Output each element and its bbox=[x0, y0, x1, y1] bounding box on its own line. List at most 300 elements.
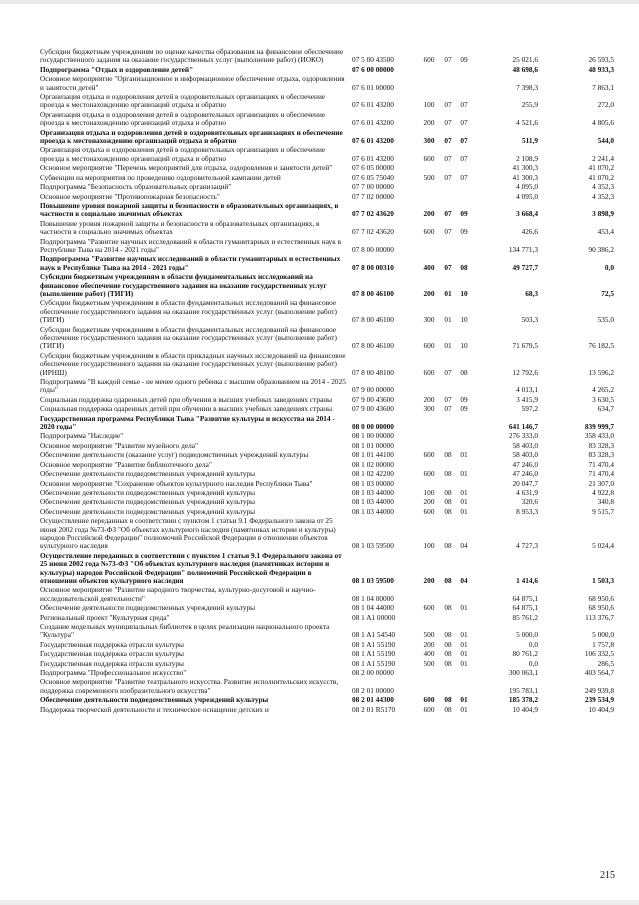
table-row bbox=[40, 706, 614, 714]
row-amount-2: 90 386,2 bbox=[588, 244, 614, 254]
row-amount-2: 544,0 bbox=[597, 136, 614, 146]
row-amount-1: 7 398,3 bbox=[516, 82, 538, 92]
row-name: Основное мероприятие "Организационное и информационное обеспечение отдыха, оздоровления и занятости детей" bbox=[40, 74, 345, 92]
table-row bbox=[40, 451, 614, 459]
table-row bbox=[40, 326, 614, 351]
row-subsection: 01 bbox=[460, 487, 468, 497]
table-row bbox=[40, 660, 614, 668]
row-amount-1: 5 000,0 bbox=[516, 630, 538, 640]
row-expense-type: 500 bbox=[423, 172, 435, 182]
row-amount-1: 71 679,5 bbox=[512, 341, 538, 351]
row-amount-1: 4 521,6 bbox=[516, 118, 538, 128]
row-amount-1: 47 246,0 bbox=[512, 469, 538, 479]
row-amount-2: 76 182,5 bbox=[588, 341, 614, 351]
row-amount-1: 58 403,0 bbox=[512, 450, 538, 460]
row-name: Поддержка творческой деятельности и техническое оснащение детских и bbox=[40, 704, 269, 714]
row-code: 07 6 05 00000 bbox=[352, 163, 394, 173]
row-name: Обеспечение деятельности подведомственных учреждений культуры bbox=[40, 506, 256, 516]
row-subsection: 09 bbox=[460, 394, 468, 404]
row-amount-1: 64 875,1 bbox=[512, 593, 538, 603]
row-name: Государственная поддержка отрасли культуры bbox=[40, 658, 184, 668]
table-row bbox=[40, 586, 614, 603]
row-amount-2: 41 070,2 bbox=[588, 163, 614, 173]
row-section: 01 bbox=[444, 341, 452, 351]
row-expense-type: 100 bbox=[423, 487, 435, 497]
row-expense-type: 200 bbox=[423, 394, 435, 404]
row-amount-2: 286,5 bbox=[597, 658, 614, 668]
row-expense-type: 400 bbox=[423, 262, 435, 272]
table-row bbox=[40, 238, 614, 255]
row-amount-1: 4 095,0 bbox=[516, 191, 538, 201]
row-code: 08 1 01 00000 bbox=[352, 440, 394, 450]
row-subsection: 08 bbox=[460, 367, 468, 377]
row-code: 07 8 00 46100 bbox=[352, 341, 394, 351]
row-name: Подпрограмма "Развитие научных исследований в области гуманитарных и естественных наук в Республике Тыва на 2014 - 2021 годы" bbox=[40, 236, 342, 254]
row-code: 08 1 03 00000 bbox=[352, 478, 394, 488]
row-amount-1: 48 698,6 bbox=[512, 64, 538, 74]
table-row bbox=[40, 378, 614, 395]
row-code: 08 1 04 44000 bbox=[352, 603, 394, 613]
row-code: 07 8 00 00000 bbox=[352, 244, 394, 254]
row-subsection: 01 bbox=[460, 658, 468, 668]
row-expense-type: 600 bbox=[423, 704, 435, 714]
row-section: 07 bbox=[444, 262, 452, 272]
row-amount-2: 83 328,3 bbox=[588, 450, 614, 460]
row-name: Организация отдыха и оздоровления детей в оздоровительных организациях и обеспечение проезда к местонахождению организаций отдыха и обратно bbox=[40, 145, 326, 163]
row-name: Субвенции на мероприятия по проведению оздоровительной кампании детей bbox=[40, 172, 281, 182]
row-code: 07 6 00 00000 bbox=[352, 64, 394, 74]
row-amount-2: 0,0 bbox=[604, 262, 614, 272]
row-amount-2: 83 328,3 bbox=[588, 440, 614, 450]
row-section: 08 bbox=[444, 487, 452, 497]
row-expense-type: 100 bbox=[423, 541, 435, 551]
row-name: Основное мероприятие "Развитие народного творчества, культурно-досуговой и научно-исследовательской деятельности" bbox=[40, 585, 316, 603]
row-amount-1: 64 875,1 bbox=[512, 603, 538, 613]
row-amount-2: 272,0 bbox=[597, 100, 614, 110]
row-amount-2: 358 433,0 bbox=[584, 431, 614, 441]
row-name: Обеспечение деятельности подведомственных учреждений культуры bbox=[40, 603, 256, 613]
row-expense-type: 600 bbox=[423, 603, 435, 613]
table-row bbox=[40, 48, 614, 65]
row-amount-1: 25 021,6 bbox=[512, 55, 538, 65]
row-amount-1: 185 378,2 bbox=[508, 695, 538, 705]
table-row bbox=[40, 498, 614, 506]
row-amount-2: 7 863,1 bbox=[592, 82, 614, 92]
budget-table bbox=[40, 48, 614, 714]
table-row bbox=[40, 604, 614, 612]
row-amount-2: 1 503,3 bbox=[592, 575, 614, 585]
row-subsection: 01 bbox=[460, 704, 468, 714]
row-section: 08 bbox=[444, 639, 452, 649]
row-section: 07 bbox=[444, 118, 452, 128]
row-code: 07 6 01 43200 bbox=[352, 136, 394, 146]
row-amount-1: 1 414,6 bbox=[516, 575, 538, 585]
row-name: Подпрограмма "Развитие научных исследований в области гуманитарных и естественных наук в Республике Тыва на 2014 - 2021 годы" bbox=[40, 254, 341, 272]
row-name: Организация отдыха и оздоровления детей в оздоровительных организациях и обеспечение проезда к местонахождению организаций отдыха и обратно bbox=[40, 92, 326, 110]
row-amount-2: 41 070,2 bbox=[588, 172, 614, 182]
row-subsection: 04 bbox=[460, 541, 468, 551]
row-code: 07 7 02 00000 bbox=[352, 191, 394, 201]
row-amount-1: 49 727,7 bbox=[512, 262, 538, 272]
row-name: Обеспечение деятельности (оказание услуг) подведомственных учреждений культуры bbox=[40, 450, 309, 460]
row-name: Подпрограмма "Безопасность образовательных организаций" bbox=[40, 182, 232, 192]
row-expense-type: 600 bbox=[423, 695, 435, 705]
row-subsection: 07 bbox=[460, 100, 468, 110]
table-row bbox=[40, 93, 614, 110]
scan-edge-top bbox=[0, 0, 639, 4]
table-row bbox=[40, 164, 614, 172]
scan-edge-bottom bbox=[0, 900, 639, 905]
table-row bbox=[40, 432, 614, 440]
row-expense-type: 500 bbox=[423, 658, 435, 668]
row-code: 08 1 A1 00000 bbox=[352, 612, 396, 622]
row-amount-1: 12 792,6 bbox=[512, 367, 538, 377]
row-name: Организация отдыха и оздоровления детей в оздоровительных организациях и обеспечение проезда к местонахождению организаций отдыха и обратно bbox=[40, 109, 326, 128]
table-row bbox=[40, 461, 614, 469]
row-section: 08 bbox=[444, 695, 452, 705]
row-amount-1: 4 095,0 bbox=[516, 182, 538, 192]
row-code: 07 6 05 75040 bbox=[352, 172, 394, 182]
row-name: Субсидии бюджетным учреждениям по оценке качества образования на финансовое обеспечение государственного задания на оказание государственных услуг (выполнение работ) (ИОКО) bbox=[40, 47, 344, 65]
row-amount-2: 71 470,4 bbox=[588, 469, 614, 479]
table-row bbox=[40, 299, 614, 324]
row-code: 07 6 01 43200 bbox=[352, 100, 394, 110]
row-code: 07 8 00 46100 bbox=[352, 315, 394, 325]
row-amount-1: 85 761,2 bbox=[512, 612, 538, 622]
row-amount-1: 503,3 bbox=[521, 315, 538, 325]
row-amount-2: 68 950,6 bbox=[588, 603, 614, 613]
row-amount-2: 9 515,7 bbox=[592, 506, 614, 516]
row-code: 08 1 03 44000 bbox=[352, 497, 394, 507]
row-amount-2: 453,4 bbox=[597, 227, 614, 237]
row-name: Субсидии бюджетным учреждениям в области фундаментальных исследований на финансовое обеспечение государственного задания на оказание государственных услуг (выполнение работ) (ТИГИ) bbox=[40, 272, 327, 298]
row-amount-2: 113 376,7 bbox=[585, 612, 614, 622]
row-amount-1: 0,0 bbox=[528, 639, 538, 649]
row-name: Основное мероприятие "Перечень мероприятий для отдыха, оздоровления и занятости детей" bbox=[40, 163, 333, 173]
row-code: 07 9 00 43600 bbox=[352, 394, 394, 404]
row-subsection: 10 bbox=[460, 341, 468, 351]
row-subsection: 10 bbox=[460, 315, 468, 325]
row-subsection: 01 bbox=[460, 639, 468, 649]
row-amount-1: 20 047,7 bbox=[512, 478, 538, 488]
row-section: 01 bbox=[444, 288, 452, 298]
row-name: Социальная поддержка одаренных детей при обучении в высших учебных заведениях страны bbox=[40, 404, 333, 414]
row-amount-1: 426,6 bbox=[521, 227, 538, 237]
row-amount-2: 2 241,4 bbox=[592, 153, 614, 163]
row-code: 07 8 00 46100 bbox=[352, 288, 394, 298]
row-amount-1: 320,6 bbox=[521, 497, 538, 507]
table-row bbox=[40, 517, 614, 551]
row-amount-2: 4 352,3 bbox=[592, 191, 614, 201]
table-row bbox=[40, 202, 614, 219]
row-expense-type: 200 bbox=[423, 288, 435, 298]
row-amount-1: 511,9 bbox=[521, 136, 538, 146]
row-code: 08 1 03 59500 bbox=[352, 575, 394, 585]
row-code: 07 7 02 43620 bbox=[352, 227, 394, 237]
row-subsection: 01 bbox=[460, 450, 468, 460]
row-expense-type: 200 bbox=[423, 118, 435, 128]
row-subsection: 07 bbox=[460, 153, 468, 163]
row-name: Повышение уровня пожарной защиты и безопасности в образовательных организациях, в частности в социально значимых объектах bbox=[40, 200, 339, 219]
table-row bbox=[40, 396, 614, 404]
row-subsection: 01 bbox=[460, 649, 468, 659]
row-expense-type: 100 bbox=[423, 100, 435, 110]
row-code: 07 9 00 43600 bbox=[352, 404, 394, 414]
row-section: 08 bbox=[444, 575, 452, 585]
row-amount-1: 41 300,3 bbox=[512, 172, 538, 182]
row-section: 08 bbox=[444, 658, 452, 668]
row-amount-1: 68,3 bbox=[525, 288, 538, 298]
row-expense-type: 600 bbox=[423, 153, 435, 163]
row-expense-type: 300 bbox=[423, 136, 435, 146]
table-row bbox=[40, 174, 614, 182]
row-amount-2: 71 470,4 bbox=[588, 459, 614, 469]
row-expense-type: 600 bbox=[423, 506, 435, 516]
table-row bbox=[40, 352, 614, 377]
row-name: Региональный проект "Культурная среда" bbox=[40, 612, 170, 622]
table-row bbox=[40, 650, 614, 658]
row-subsection: 07 bbox=[460, 172, 468, 182]
row-section: 08 bbox=[444, 704, 452, 714]
row-name: Обеспечение деятельности подведомственных учреждений культуры bbox=[40, 469, 256, 479]
table-row bbox=[40, 183, 614, 191]
row-amount-2: 72,5 bbox=[601, 288, 614, 298]
row-amount-1: 4 013,1 bbox=[516, 385, 538, 395]
row-amount-1: 195 783,1 bbox=[508, 685, 538, 695]
row-section: 07 bbox=[444, 100, 452, 110]
table-row bbox=[40, 193, 614, 201]
table-row bbox=[40, 442, 614, 450]
row-name: Основное мероприятие "Развитие библиотечного дела" bbox=[40, 459, 212, 469]
row-code: 07 8 00 48100 bbox=[352, 367, 394, 377]
row-name: Основное мероприятие "Противопожарная безопасность" bbox=[40, 191, 220, 201]
row-name: Основное мероприятие "Развитие музейного дела" bbox=[40, 440, 198, 450]
row-expense-type: 500 bbox=[423, 630, 435, 640]
row-amount-2: 10 404,9 bbox=[588, 704, 614, 714]
row-code: 08 1 A1 55190 bbox=[352, 658, 396, 668]
row-subsection: 08 bbox=[460, 262, 468, 272]
row-code: 08 2 00 00000 bbox=[352, 668, 394, 678]
row-code: 08 2 01 R5170 bbox=[352, 704, 396, 714]
row-amount-2: 839 999,7 bbox=[584, 422, 614, 432]
row-amount-1: 4 727,3 bbox=[516, 541, 538, 551]
row-expense-type: 600 bbox=[423, 469, 435, 479]
table-row bbox=[40, 66, 614, 74]
row-subsection: 09 bbox=[460, 209, 468, 219]
row-code: 07 6 01 43200 bbox=[352, 153, 394, 163]
row-subsection: 04 bbox=[460, 575, 468, 585]
table-row bbox=[40, 489, 614, 497]
row-amount-2: 340,8 bbox=[597, 497, 614, 507]
row-amount-1: 3 415,9 bbox=[516, 394, 538, 404]
row-code: 08 1 A1 54540 bbox=[352, 630, 396, 640]
row-expense-type: 300 bbox=[423, 315, 435, 325]
row-amount-2: 4 352,3 bbox=[592, 182, 614, 192]
page-number: 215 bbox=[600, 870, 615, 881]
row-section: 07 bbox=[444, 394, 452, 404]
table-row bbox=[40, 641, 614, 649]
row-code: 07 6 01 00000 bbox=[352, 82, 394, 92]
row-amount-2: 403 564,7 bbox=[584, 668, 614, 678]
row-amount-2: 634,7 bbox=[597, 404, 614, 414]
row-name: Социальная поддержка одаренных детей при обучении в высших учебных заведениях страны bbox=[40, 394, 333, 404]
row-code: 08 1 A1 55190 bbox=[352, 639, 396, 649]
row-name: Обеспечение деятельности подведомственных учреждений культуры bbox=[40, 497, 256, 507]
row-amount-1: 276 333,0 bbox=[508, 431, 538, 441]
row-section: 08 bbox=[444, 603, 452, 613]
row-amount-1: 3 668,4 bbox=[516, 209, 538, 219]
row-name: Государственная поддержка отрасли культуры bbox=[40, 649, 184, 659]
row-amount-1: 255,9 bbox=[521, 100, 538, 110]
row-expense-type: 200 bbox=[423, 497, 435, 507]
row-name: Субсидии бюджетным учреждениям в области фундаментальных исследований на финансовое обеспечение государственного задания на оказание государственных услуг (выполнение работ) (ТИГИ) bbox=[40, 298, 337, 325]
row-section: 08 bbox=[444, 630, 452, 640]
row-subsection: 01 bbox=[460, 497, 468, 507]
table-row bbox=[40, 669, 614, 677]
row-amount-2: 48 933,3 bbox=[588, 64, 614, 74]
row-name: Подпрограмма "В каждой семье - не менее одного ребенка с высшим образованием на 2014 - 2025 годы" bbox=[40, 377, 346, 395]
row-amount-2: 4 805,6 bbox=[592, 118, 614, 128]
row-code: 07 7 02 43620 bbox=[352, 209, 394, 219]
row-code: 07 9 00 00000 bbox=[352, 385, 394, 395]
table-row bbox=[40, 508, 614, 516]
row-code: 08 2 01 44300 bbox=[352, 695, 394, 705]
row-amount-2: 249 939,8 bbox=[584, 685, 614, 695]
row-code: 08 1 00 00000 bbox=[352, 431, 394, 441]
row-expense-type: 600 bbox=[423, 450, 435, 460]
row-section: 07 bbox=[444, 404, 452, 414]
row-amount-2: 106 332,5 bbox=[584, 649, 614, 659]
row-name: Обеспечение деятельности подведомственных учреждений культуры bbox=[40, 487, 256, 497]
row-amount-1: 134 771,3 bbox=[508, 244, 538, 254]
row-amount-2: 21 307,0 bbox=[588, 478, 614, 488]
row-expense-type: 200 bbox=[423, 209, 435, 219]
row-amount-2: 3 898,9 bbox=[592, 209, 614, 219]
row-section: 01 bbox=[444, 315, 452, 325]
row-amount-1: 10 404,9 bbox=[512, 704, 538, 714]
row-subsection: 09 bbox=[460, 55, 468, 65]
table-row bbox=[40, 623, 614, 640]
row-name: Подпрограмма "Профессиональное искусство" bbox=[40, 668, 187, 678]
table-row bbox=[40, 129, 614, 146]
row-section: 08 bbox=[444, 506, 452, 516]
row-amount-1: 41 300,3 bbox=[512, 163, 538, 173]
row-name: Государственная поддержка отрасли культуры bbox=[40, 639, 184, 649]
row-name: Основное мероприятие "Развитие театрального искусства. Развитие исполнительских искусств, поддержка современного изобразительного искусства" bbox=[40, 677, 339, 695]
row-code: 08 1 03 44000 bbox=[352, 506, 394, 516]
row-name: Подпрограмма "Наследие" bbox=[40, 431, 124, 441]
row-code: 07 8 00 00310 bbox=[352, 262, 394, 272]
row-expense-type: 300 bbox=[423, 404, 435, 414]
row-amount-2: 4 922,8 bbox=[592, 487, 614, 497]
row-amount-1: 2 108,9 bbox=[516, 153, 538, 163]
row-name: Повышение уровня пожарной защиты и безопасности в образовательных организациях, в частности в социально значимых объектах bbox=[40, 218, 320, 237]
row-section: 08 bbox=[444, 450, 452, 460]
row-subsection: 01 bbox=[460, 603, 468, 613]
table-row bbox=[40, 75, 614, 92]
row-code: 08 0 00 00000 bbox=[352, 422, 394, 432]
row-code: 08 1 04 00000 bbox=[352, 593, 394, 603]
row-expense-type: 200 bbox=[423, 575, 435, 585]
row-subsection: 07 bbox=[460, 118, 468, 128]
row-name: Подпрограмма "Отдых и оздоровление детей" bbox=[40, 64, 194, 74]
row-section: 07 bbox=[444, 172, 452, 182]
row-amount-1: 8 953,3 bbox=[516, 506, 538, 516]
row-amount-2: 239 534,9 bbox=[584, 695, 614, 705]
row-amount-2: 3 630,5 bbox=[592, 394, 614, 404]
row-subsection: 10 bbox=[460, 288, 468, 298]
row-section: 07 bbox=[444, 55, 452, 65]
row-amount-2: 68 950,6 bbox=[588, 593, 614, 603]
table-row bbox=[40, 415, 614, 432]
row-amount-1: 0,0 bbox=[528, 658, 538, 668]
row-subsection: 01 bbox=[460, 630, 468, 640]
row-code: 08 1 01 44100 bbox=[352, 450, 394, 460]
row-code: 07 5 00 43500 bbox=[352, 55, 394, 65]
row-subsection: 01 bbox=[460, 469, 468, 479]
row-section: 08 bbox=[444, 497, 452, 507]
row-subsection: 01 bbox=[460, 506, 468, 516]
row-amount-1: 300 063,1 bbox=[508, 668, 538, 678]
row-amount-1: 80 761,2 bbox=[512, 649, 538, 659]
row-amount-2: 5 000,0 bbox=[592, 630, 614, 640]
row-amount-1: 641 146,7 bbox=[508, 422, 538, 432]
row-amount-2: 1 757,8 bbox=[592, 639, 614, 649]
row-name: Государственная программа Республики Тыва "Развитие культуры и искусства на 2014 - 2020 годы" bbox=[40, 413, 335, 432]
row-amount-2: 26 593,5 bbox=[588, 55, 614, 65]
row-code: 07 7 00 00000 bbox=[352, 182, 394, 192]
row-name: Осуществление переданных в соответствии с пунктом 1 статьи 9.1 Федерального закона от 25 июня 2002 года №73-ФЗ "Об объектах культурного наследия (памятниках истории и культуры) народов Российской Федерации" полномочий Российской Федерации в отношении объектов культурного наследия bbox=[40, 516, 336, 551]
row-section: 07 bbox=[444, 367, 452, 377]
row-expense-type: 600 bbox=[423, 341, 435, 351]
row-name: Обеспечение деятельности подведомственных учреждений культуры bbox=[40, 695, 269, 705]
row-name: Осуществление переданных в соответствии с пунктом 1 статьи 9.1 Федерального закона от 25 июня 2002 года №73-ФЗ "Об объектах культурного наследия (памятниках истории и культуры) народов Российской Федерации" полномочий Российской Федерации в отношении объектов культурного наследия bbox=[40, 550, 342, 585]
row-expense-type: 400 bbox=[423, 649, 435, 659]
row-amount-2: 5 024,4 bbox=[592, 541, 614, 551]
row-amount-1: 58 403,0 bbox=[512, 440, 538, 450]
table-row bbox=[40, 111, 614, 128]
table-row bbox=[40, 273, 614, 298]
row-amount-2: 535,0 bbox=[597, 315, 614, 325]
row-code: 08 1 03 44000 bbox=[352, 487, 394, 497]
row-name: Субсидии бюджетным учреждениям в области прикладных научных исследований на финансовое обеспечение государственного задания на оказание государственных услуг (выполнение работ) (ИРНШ) bbox=[40, 350, 346, 377]
row-name: Организация отдыха и оздоровления детей в оздоровительных организациях и обеспечение проезда к местонахождению организаций отдыха и обратно bbox=[40, 127, 343, 146]
row-section: 07 bbox=[444, 209, 452, 219]
row-section: 08 bbox=[444, 469, 452, 479]
table-row bbox=[40, 470, 614, 478]
table-row bbox=[40, 480, 614, 488]
row-expense-type: 600 bbox=[423, 227, 435, 237]
row-amount-1: 4 631,9 bbox=[516, 487, 538, 497]
row-code: 08 1 02 00000 bbox=[352, 459, 394, 469]
row-section: 07 bbox=[444, 227, 452, 237]
row-section: 08 bbox=[444, 649, 452, 659]
row-subsection: 07 bbox=[460, 136, 468, 146]
row-amount-1: 597,2 bbox=[521, 404, 538, 414]
row-code: 08 1 03 59500 bbox=[352, 541, 394, 551]
row-code: 08 1 02 42200 bbox=[352, 469, 394, 479]
row-name: Создание модельных муниципальных библиотек в целях реализации национального проекта "Культура" bbox=[40, 622, 330, 640]
row-amount-1: 47 246,0 bbox=[512, 459, 538, 469]
table-row bbox=[40, 146, 614, 163]
table-row bbox=[40, 405, 614, 413]
row-code: 08 1 A1 55190 bbox=[352, 649, 396, 659]
table-row bbox=[40, 220, 614, 237]
row-expense-type: 600 bbox=[423, 367, 435, 377]
table-row bbox=[40, 552, 614, 586]
table-row bbox=[40, 678, 614, 695]
row-subsection: 09 bbox=[460, 227, 468, 237]
